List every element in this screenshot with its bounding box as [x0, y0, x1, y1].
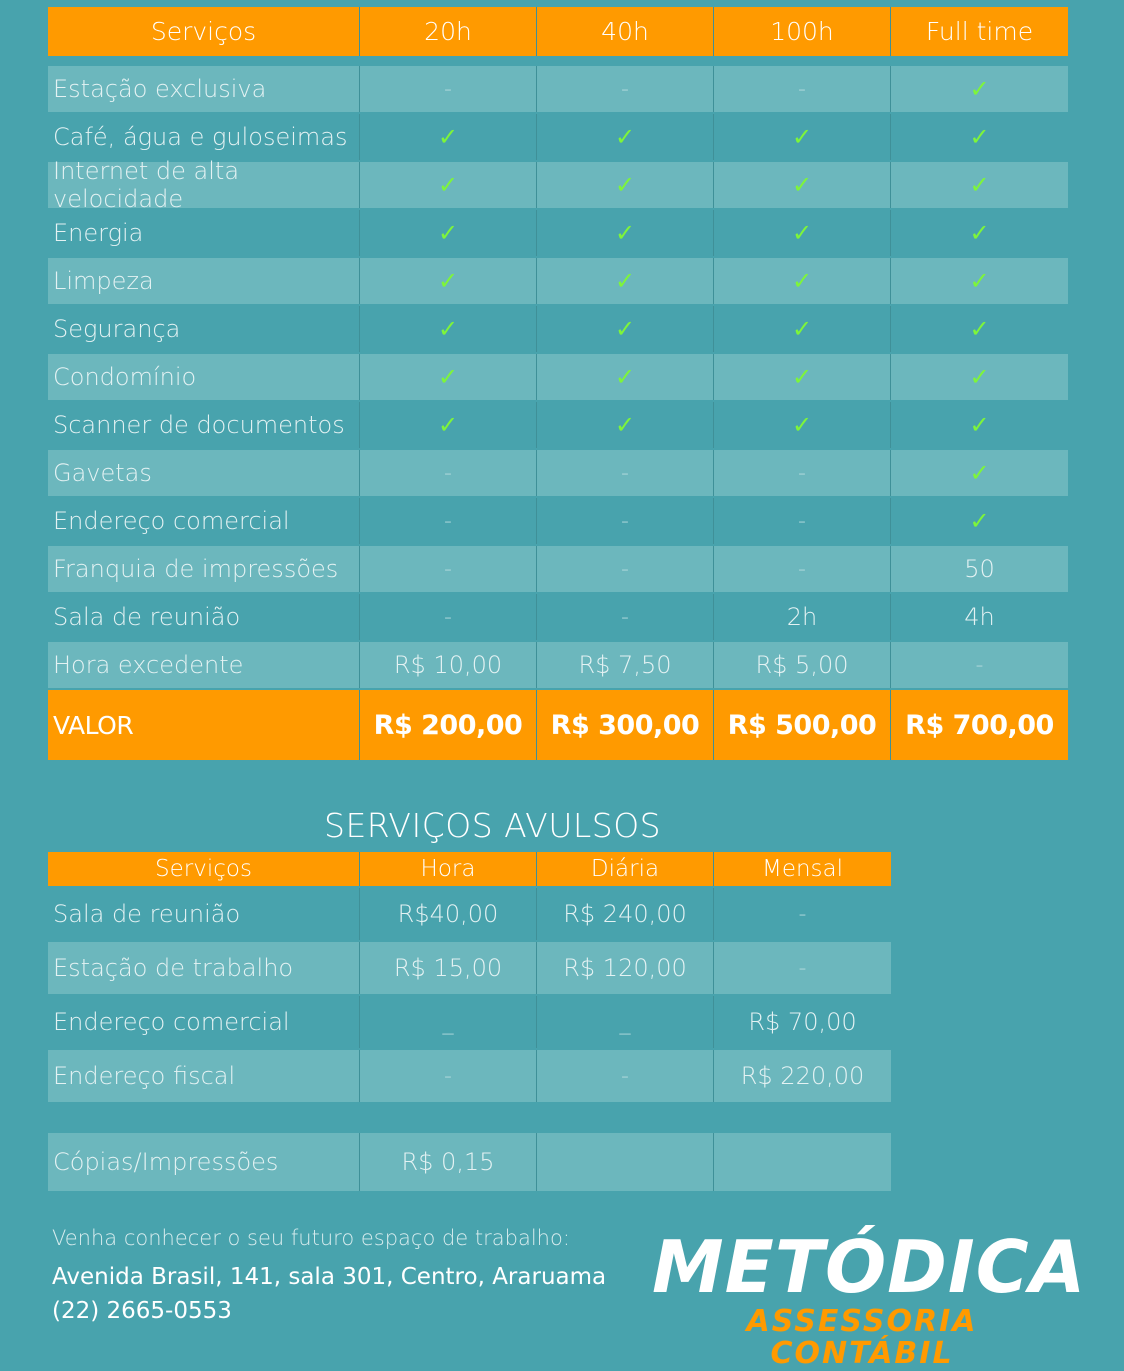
- footer-invite: Venha conhecer o seu futuro espaço de trabalho:: [52, 1226, 570, 1250]
- metodica-logo: [652, 1225, 1087, 1371]
- check-icon: ✓: [537, 114, 714, 160]
- check-icon: ✓: [360, 258, 537, 304]
- check-icon: ✓: [714, 306, 891, 352]
- value-100h: 2h: [714, 594, 891, 640]
- avulsos-value-mensal: -: [798, 901, 807, 927]
- service-label: Segurança: [48, 306, 360, 352]
- footer-contact: [52, 1226, 606, 1328]
- avulsos-value-mensal: -: [714, 942, 891, 994]
- footer-phone: (22) 2665-0553: [52, 1298, 232, 1324]
- avulsos-value-mensal: R$ 70,00: [748, 1008, 857, 1036]
- value-40h: -: [537, 546, 714, 592]
- avulsos-value-hora: _: [360, 996, 537, 1048]
- avulsos-value-diaria: _: [537, 996, 714, 1048]
- service-label: Internet de alta velocidade: [48, 162, 360, 208]
- pricing-row: [48, 642, 1068, 688]
- total-value-40h: R$ 300,00: [537, 690, 714, 760]
- avulsos-header-mensal: Mensal: [714, 852, 891, 886]
- value-full-time: 50: [891, 546, 1068, 592]
- header-full-time: Full time: [891, 7, 1068, 56]
- check-icon: ✓: [891, 162, 1068, 208]
- avulsos-value-diaria: R$ 120,00: [537, 942, 714, 994]
- check-icon: ✓: [360, 306, 537, 352]
- avulsos-row: [48, 942, 891, 994]
- value-40h: -: [537, 66, 714, 112]
- total-value-full-time: R$ 700,00: [891, 690, 1068, 760]
- check-icon: ✓: [714, 162, 891, 208]
- header-20h: 20h: [360, 7, 537, 56]
- pricing-row: [48, 450, 1068, 496]
- check-icon: ✓: [360, 114, 537, 160]
- avulsos-service-label: Endereço fiscal: [48, 1050, 360, 1102]
- value-20h: -: [360, 498, 537, 544]
- pricing-table: [48, 7, 1068, 760]
- value-20h: -: [360, 594, 537, 640]
- check-icon: ✓: [537, 354, 714, 400]
- pricing-row: [48, 402, 1068, 448]
- logo-brand: METÓDICA: [652, 1225, 1087, 1309]
- avulsos-value-diaria: R$ 240,00: [537, 888, 714, 940]
- service-label: Sala de reunião: [48, 594, 360, 640]
- check-icon: ✓: [360, 354, 537, 400]
- total-label: VALOR: [48, 690, 360, 760]
- service-label: Energia: [48, 210, 360, 256]
- value-100h: R$ 5,00: [714, 642, 891, 688]
- pricing-row: [48, 258, 1068, 304]
- value-20h: R$ 10,00: [360, 642, 537, 688]
- value-full-time: -: [891, 642, 1068, 688]
- avulsos-title: SERVIÇOS AVULSOS: [324, 806, 662, 845]
- check-icon: ✓: [969, 219, 990, 247]
- service-label: Condomínio: [48, 354, 360, 400]
- check-icon: ✓: [891, 450, 1068, 496]
- check-icon: ✓: [537, 402, 714, 448]
- value-20h: -: [360, 66, 537, 112]
- avulsos-body: [48, 888, 891, 1102]
- pricing-row: [48, 66, 1068, 112]
- value-100h: -: [714, 546, 891, 592]
- value-20h: -: [360, 450, 537, 496]
- avulsos-value-hora: -: [360, 1050, 537, 1102]
- avulsos-service-label: Estação de trabalho: [48, 942, 360, 994]
- copias-value-hora: R$ 0,15: [360, 1133, 537, 1191]
- check-icon: ✓: [891, 66, 1068, 112]
- header-100h: 100h: [714, 7, 891, 56]
- pricing-row: [48, 114, 1068, 160]
- avulsos-header-row: [48, 852, 891, 886]
- pricing-row: [48, 354, 1068, 400]
- avulsos-table: [48, 852, 891, 1104]
- value-100h: -: [714, 498, 891, 544]
- check-icon: ✓: [714, 354, 891, 400]
- check-icon: ✓: [360, 210, 537, 256]
- avulsos-row: [48, 1050, 891, 1102]
- value-100h: -: [714, 450, 891, 496]
- service-label: Hora excedente: [48, 642, 360, 688]
- check-icon: ✓: [714, 258, 891, 304]
- avulsos-header-services: Serviços: [48, 852, 360, 886]
- value-40h: -: [537, 498, 714, 544]
- copias-value-mensal: [714, 1133, 891, 1191]
- check-icon: ✓: [714, 210, 891, 256]
- avulsos-row: [48, 888, 891, 940]
- total-value-20h: R$ 200,00: [360, 690, 537, 760]
- check-icon: ✓: [969, 507, 990, 535]
- header-40h: 40h: [537, 7, 714, 56]
- avulsos-value-mensal: R$ 220,00: [714, 1050, 891, 1102]
- value-full-time: 4h: [964, 603, 995, 631]
- value-100h: -: [714, 66, 891, 112]
- value-20h: -: [360, 546, 537, 592]
- avulsos-value-hora: R$ 15,00: [360, 942, 537, 994]
- check-icon: ✓: [969, 411, 990, 439]
- logo-subtitle: ASSESSORIA CONTÁBIL: [746, 1304, 978, 1371]
- pricing-row: [48, 546, 1068, 592]
- footer-address: Avenida Brasil, 141, sala 301, Centro, Araruama: [52, 1264, 607, 1290]
- header-services: Serviços: [48, 7, 360, 56]
- avulsos-value-hora: R$40,00: [360, 888, 537, 940]
- copias-row: [48, 1133, 891, 1191]
- copias-table: [48, 1133, 891, 1191]
- service-label: Limpeza: [48, 258, 360, 304]
- check-icon: ✓: [714, 402, 891, 448]
- pricing-total-row: [48, 690, 1068, 760]
- avulsos-header-hora: Hora: [360, 852, 537, 886]
- total-value-100h: R$ 500,00: [714, 690, 891, 760]
- check-icon: ✓: [891, 354, 1068, 400]
- copias-value-diaria: [537, 1133, 714, 1191]
- service-label: Café, água e guloseimas: [48, 114, 360, 160]
- check-icon: ✓: [537, 306, 714, 352]
- check-icon: ✓: [360, 162, 537, 208]
- avulsos-header-diaria: Diária: [537, 852, 714, 886]
- copias-label: Cópias/Impressões: [48, 1133, 360, 1191]
- pricing-row: [48, 498, 1068, 544]
- avulsos-value-diaria: -: [537, 1050, 714, 1102]
- check-icon: ✓: [360, 402, 537, 448]
- value-40h: -: [537, 450, 714, 496]
- value-40h: R$ 7,50: [537, 642, 714, 688]
- pricing-row: [48, 306, 1068, 352]
- pricing-body: [48, 66, 1068, 688]
- avulsos-service-label: Sala de reunião: [48, 888, 360, 940]
- pricing-row: [48, 157, 1068, 213]
- service-label: Scanner de documentos: [48, 402, 360, 448]
- check-icon: ✓: [537, 258, 714, 304]
- service-label: Endereço comercial: [48, 498, 360, 544]
- check-icon: ✓: [537, 210, 714, 256]
- service-label: Franquia de impressões: [48, 546, 360, 592]
- service-label: Estação exclusiva: [48, 66, 360, 112]
- avulsos-row: [48, 996, 891, 1048]
- avulsos-service-label: Endereço comercial: [48, 996, 360, 1048]
- pricing-row: [48, 594, 1068, 640]
- value-40h: -: [537, 594, 714, 640]
- pricing-header-row: [48, 7, 1068, 56]
- service-label: Gavetas: [48, 450, 360, 496]
- check-icon: ✓: [714, 114, 891, 160]
- check-icon: ✓: [537, 162, 714, 208]
- check-icon: ✓: [969, 123, 990, 151]
- check-icon: ✓: [891, 258, 1068, 304]
- pricing-row: [48, 210, 1068, 256]
- check-icon: ✓: [969, 315, 990, 343]
